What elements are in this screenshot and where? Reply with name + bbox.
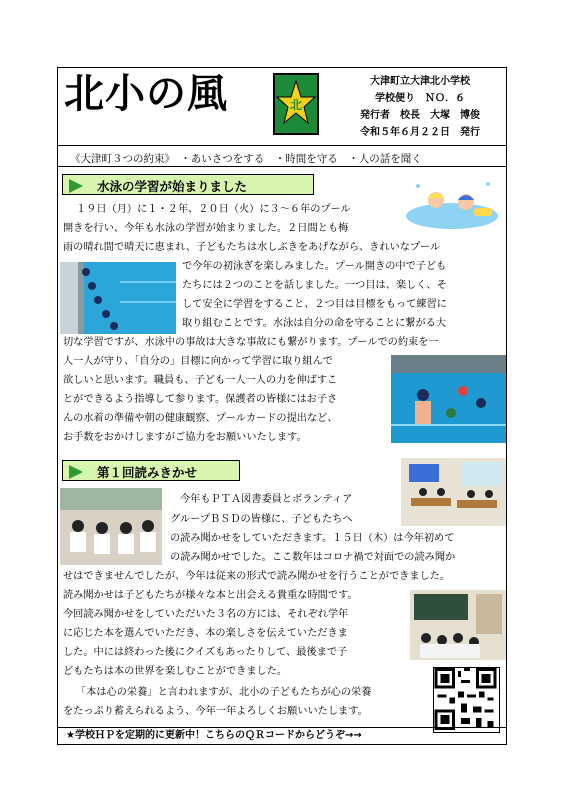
section2-line: 読み聞かせは子どもたちが様々な本と出会える貴重な時間です。 [63,590,358,601]
school-info [360,73,480,141]
school-name: 大津町立大津北小学校 [370,76,470,87]
header-divider [57,145,507,146]
section2-line: の読み聞かせをしていただきます。１５日（木）は今年初めて [170,533,455,544]
section2-line: に応じた本を選んでいただき、本の楽しさを伝えていただきま [63,628,348,639]
issue-number: 学校便り ＮＯ．６ [375,93,465,104]
section-heading-text: 水泳の学習が始まりました [97,179,248,194]
reading-photo-group [60,488,162,565]
swimming-illustration [404,172,500,230]
section1-line: １９日（月）に１・２年、２０日（火）に３～６年のプール [76,204,351,215]
pool-photo-poolside [60,262,176,334]
section-heading-reading [62,460,240,481]
section2-line: グループＢＳＤの皆様に、子どもたちへ [170,514,353,525]
section1-line: 雨の晴れ間で晴天に恵まれ、子どもたちは水しぶきをあげながら、きれいなプール [63,242,441,253]
section2-line: どもたちは本の世界を楽しむことができました。 [63,666,288,677]
section2-line: せはできませんでしたが、今年は従来の形式で読み聞かせを行うことができました。 [63,571,451,582]
section1-line: で今年の初泳ぎを楽しみました。プール開きの中で子ども [182,261,447,272]
section1-line: 開きを行い、今年も水泳の学習が始まりました。２日間とも梅 [63,223,349,234]
section1-line: 切な学習ですが、水泳中の事故は大きな事故にも繋がります。プールでの約束を一 [63,337,439,348]
issue-date: 令和５年６月２２日 発行 [360,127,480,138]
pledge-bar: 《大津町３つの約束》 ・あいさつをする ・時間を守る ・人の話を聞く [70,153,422,165]
section1-line: とができるよう指導して参ります。保護者の皆様にはお子さ [63,394,338,405]
section1-line: 人一人が守り、「自分の」目標に向かって学習に取り組んで [63,356,333,367]
section2-line: 今年もＰＴＡ図書委員とボランティア [180,494,353,505]
footer-note: ★学校ＨＰを定期的に更新中！こちらのＱＲコードからどうぞ→→ [66,730,362,741]
section2-line: の読み聞かせでした。ここ数年はコロナ禍で対面での読み聞か [170,552,456,563]
publisher: 発行者 校長 大塚 博俊 [360,110,480,121]
section2-line: をたっぷり蓄えられるよう、今年一年よろしくお願いいたします。 [63,706,368,717]
pool-photo-swimming [391,355,506,443]
section2-line: 「本は心の栄養」と言われますが、北小の子どもたちが心の栄養 [76,687,372,698]
section2-line: した。中には終わった後にクイズもあったりして、最後まで子 [63,647,348,658]
reading-photo-classroom [401,458,506,526]
school-logo-text: 北 [289,98,303,112]
section1-line: お手数をおかけしますがご協力をお願いいたします。 [63,432,307,443]
section1-line: たちには２つのことを話しました。一つ目は、楽しく、そ [182,280,447,291]
section1-line: 欲しいと思います。職員も、子ども一人一人の力を伸ばすこ [63,375,338,386]
section1-line: んの水着の準備や朝の健康観察、プールカードの提出など、 [63,413,338,424]
pledge-divider [57,166,507,167]
qr-code[interactable] [433,667,500,733]
newsletter-title: 北小の風 [64,71,228,117]
section1-line: 取り組むことです。水泳は自分の命を守ることに繋がる大 [182,318,447,329]
section1-line: して安全に学習をすること、２つ目は目標をもって練習に [182,299,447,310]
section-heading-swimming [62,174,314,195]
heading-arrow-icon [69,465,83,479]
section-heading-text: 第１回読みきかせ [97,465,198,480]
reading-photo-library [410,590,506,660]
heading-arrow-icon [69,179,83,193]
school-logo [273,73,319,135]
section2-line: 今回読み聞かせをしていただいた３名の方には、それぞれ学年 [63,609,349,620]
